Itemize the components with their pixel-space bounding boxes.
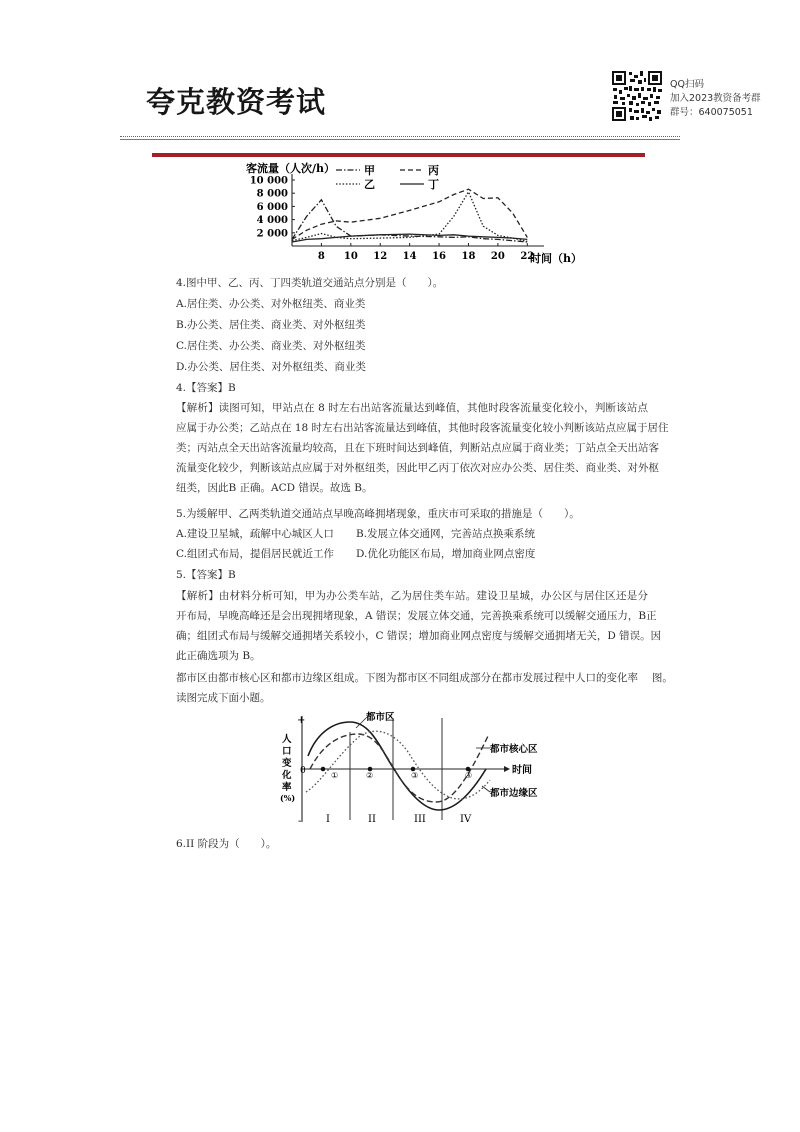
x-tick-label: 16 xyxy=(432,251,447,262)
analysis-line: 【解析】由材料分析可知，甲为办公类车站，乙为居住类车站。建设卫星城，办公区与居住区还是分 xyxy=(176,590,648,602)
point-label: ② xyxy=(366,771,374,780)
stage-label: III xyxy=(414,814,426,825)
x-tick-label: 10 xyxy=(343,251,358,262)
intro-line: 都市区由都市核心区和都市边缘区组成。下图为都市区不同组成部分在都市发展过程中人口的变化率 图。 xyxy=(176,672,673,684)
q5-option-d: D.优化功能区布局，增加商业网点密度 xyxy=(356,548,536,560)
analysis-line: 纽类，因此B 正确。ACD 错误。故选 B。 xyxy=(176,482,373,494)
diagram-y-label xyxy=(280,733,295,803)
qr-code-icon xyxy=(611,70,663,122)
x-tick-label: 8 xyxy=(317,251,325,262)
qr-caption-line: QQ扫码 xyxy=(670,79,704,90)
analysis-line: 应属于办公类；乙站点在 18 时左右出站客流量达到峰值，其他时段客流量变化较小判断该站点应属于居住 xyxy=(176,422,669,434)
intro-paragraph xyxy=(176,668,673,708)
x-tick-label: 22 xyxy=(520,251,535,262)
y-tick-label: 2 000 xyxy=(256,228,288,240)
diagram-x-label: 时间 xyxy=(512,765,532,776)
x-tick-label: 20 xyxy=(490,251,505,262)
y-tick-label: 4 000 xyxy=(256,215,288,227)
analysis-line: 流量变化较少，判断该站点应属于对外枢纽类，因此甲乙丙丁依次对应办公类、居住类、商业类、对外枢 xyxy=(176,462,659,474)
y-label-char: 化 xyxy=(282,770,292,781)
x-tick-label: 14 xyxy=(402,251,417,262)
q5-analysis xyxy=(176,586,662,666)
q5-answer: 5.【答案】B xyxy=(176,569,236,581)
y-label-char: (%) xyxy=(280,793,296,803)
qr-caption-line: 群号：640075051 xyxy=(670,107,753,118)
q5-option-b: B.发展立体交通网，完善站点换乘系统 xyxy=(356,528,536,540)
chart-ylabel: 客流量（人次/h） xyxy=(246,162,336,175)
population-change-diagram xyxy=(276,712,556,830)
red-divider xyxy=(152,153,645,157)
q4-option-d: D.办公类、居住类、对外枢纽类、商业类 xyxy=(176,361,366,373)
legend-label: 丁 xyxy=(428,178,439,191)
q4-answer: 4.【答案】B xyxy=(176,382,236,394)
label-leader xyxy=(482,786,490,792)
analysis-line: 开布局，早晚高峰还是会出现拥堵现象，A 错误；发展立体交通，完善换乘系统可以缓解交通压力，B正 xyxy=(176,610,657,622)
header-rule xyxy=(120,139,680,140)
x-tick-label: 12 xyxy=(373,251,388,262)
diagram-zero: 0 xyxy=(300,766,306,776)
qr-caption xyxy=(670,78,761,120)
brand-logo: 夸克教资考试 xyxy=(146,85,327,119)
q5-option-a: A.建设卫星城，疏解中心城区人口 xyxy=(176,528,334,540)
stage-label: II xyxy=(368,814,376,825)
passenger-flow-chart xyxy=(240,160,580,270)
y-tick-label: 8 000 xyxy=(256,188,288,200)
label-metro-area: 都市区 xyxy=(366,712,395,723)
y-label-char: 变 xyxy=(282,758,292,769)
y-label-char: 率 xyxy=(282,782,292,793)
q5-stem: 5.为缓解甲、乙两类轨道交通站点早晚高峰拥堵现象，重庆市可采取的措施是（ ）。 xyxy=(176,508,580,520)
legend-label: 丙 xyxy=(428,164,439,177)
stage-label: IV xyxy=(460,814,472,825)
point-marker xyxy=(321,767,326,772)
diagram-y-plus: + xyxy=(297,715,306,726)
chart-xlabel: 时间（h） xyxy=(530,252,582,265)
label-metro-edge: 都市边缘区 xyxy=(490,788,538,799)
point-label: ④ xyxy=(465,771,473,780)
q4-stem: 4.图中甲、乙、丙、丁四类轨道交通站点分别是（ ）。 xyxy=(176,277,444,289)
y-label-char: 人 xyxy=(282,734,292,745)
curve-metro-area xyxy=(308,722,486,810)
legend-label: 甲 xyxy=(364,164,375,177)
q4-option-a: A.居住类、办公类、对外枢纽类、商业类 xyxy=(176,298,366,310)
label-metro-core: 都市核心区 xyxy=(490,744,538,755)
x-axis-arrow-icon xyxy=(504,766,510,772)
stage-label: I xyxy=(326,814,330,825)
chart-legend xyxy=(336,163,439,191)
q4-option-c: C.居住类、办公类、商业类、对外枢纽类 xyxy=(176,340,366,352)
qr-caption-line: 加入2023教资备考群 xyxy=(670,93,761,104)
curve-metro-core xyxy=(310,734,488,802)
diagram-y-minus: - xyxy=(298,816,302,827)
q5-option-c: C.组团式布局，提倡居民就近工作 xyxy=(176,548,334,560)
y-tick-label: 10 000 xyxy=(249,175,288,187)
point-label: ③ xyxy=(411,771,419,780)
y-label-char: 口 xyxy=(282,746,292,757)
analysis-line: 类；丙站点全天出站客流量均较高，且在下班时间达到峰值，判断站点应属于商业类；丁站点全天出站客 xyxy=(176,442,659,454)
analysis-line: 确；组团式布局与缓解交通拥堵关系较小，C 错误；增加商业网点密度与缓解交通拥堵无关，D 错误。因 xyxy=(176,630,662,642)
q4-option-b: B.办公类、居住类、商业类、对外枢纽类 xyxy=(176,319,366,331)
point-label: ① xyxy=(331,771,339,780)
analysis-line: 此正确选项为 B。 xyxy=(176,650,261,662)
q4-analysis xyxy=(176,398,669,498)
intro-line: 读图完成下面小题。 xyxy=(176,692,271,704)
legend-label: 乙 xyxy=(364,178,375,191)
header-dotted-rule xyxy=(120,136,680,137)
x-tick-label: 18 xyxy=(461,251,476,262)
y-tick-label: 6 000 xyxy=(256,201,288,213)
analysis-line: 【解析】读图可知，甲站点在 8 时左右出站客流量达到峰值，其他时段客流量变化较小，判断该站点 xyxy=(176,402,648,414)
q6-stem: 6.II 阶段为（ ）。 xyxy=(176,838,277,850)
